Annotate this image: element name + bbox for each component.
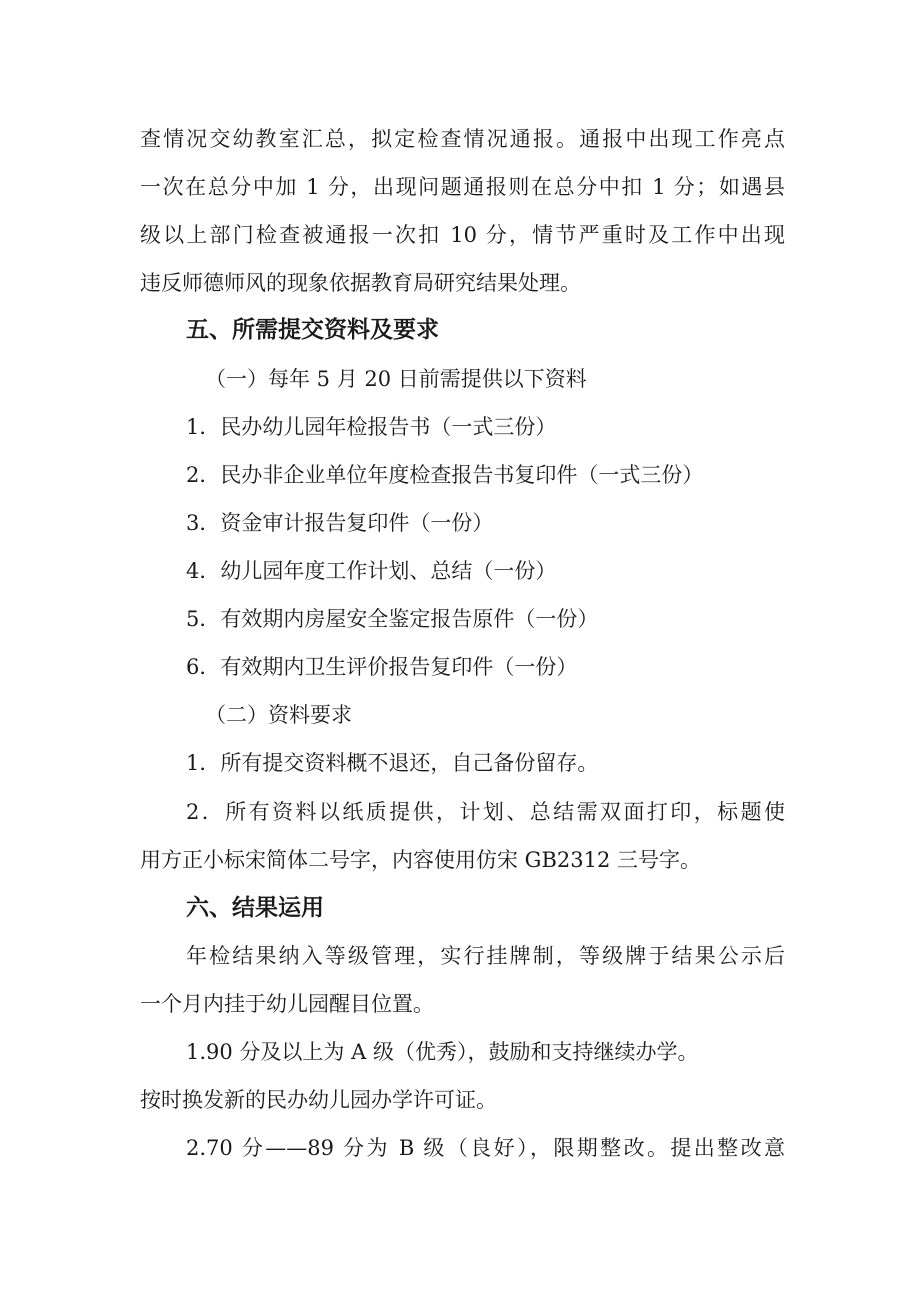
list-item: 6．有效期内卫生评价报告复印件（一份）	[186, 655, 578, 679]
list-item: 1．民办幼儿园年检报告书（一式三份）	[186, 415, 557, 439]
paragraph-line: 年检结果纳入等级管理，实行挂牌制，等级牌于结果公示后	[186, 944, 785, 968]
subsection-heading-1: （一）每年 5 月 20 日前需提供以下资料	[205, 367, 587, 391]
paragraph-line: 违反师德师风的现象依据教育局研究结果处理。	[140, 271, 581, 295]
list-item: 1．所有提交资料概不退还，自己备份留存。	[186, 751, 599, 775]
list-item: 2.70 分——89 分为 B 级（良好），限期整改。提出整改意	[186, 1136, 785, 1160]
list-item: 4．幼儿园年度工作计划、总结（一份）	[186, 559, 557, 583]
paragraph-line: 一次在总分中加 1 分，出现问题通报则在总分中扣 1 分；如遇县	[140, 175, 785, 199]
section-heading-5: 五、所需提交资料及要求	[186, 317, 439, 343]
list-item: 2．所有资料以纸质提供，计划、总结需双面打印，标题使	[186, 800, 785, 824]
list-item: 2．民办非企业单位年度检查报告书复印件（一式三份）	[186, 463, 704, 487]
paragraph-line: 级以上部门检查被通报一次扣 10 分，情节严重时及工作中出现	[140, 223, 785, 247]
paragraph-line: 用方正小标宋简体二号字，内容使用仿宋 GB2312 三号字。	[140, 848, 701, 872]
paragraph-line: 查情况交幼教室汇总，拟定检查情况通报。通报中出现工作亮点	[140, 127, 785, 151]
section-heading-6: 六、结果运用	[186, 895, 324, 921]
list-item: 1.90 分及以上为 A 级（优秀），鼓励和支持继续办学。	[186, 1040, 699, 1064]
paragraph-line: 按时换发新的民办幼儿园办学许可证。	[140, 1088, 497, 1112]
list-item: 5．有效期内房屋安全鉴定报告原件（一份）	[186, 607, 599, 631]
paragraph-line: 一个月内挂于幼儿园醒目位置。	[140, 992, 434, 1016]
list-item: 3．资金审计报告复印件（一份）	[186, 511, 494, 535]
subsection-heading-2: （二）资料要求	[205, 703, 352, 727]
